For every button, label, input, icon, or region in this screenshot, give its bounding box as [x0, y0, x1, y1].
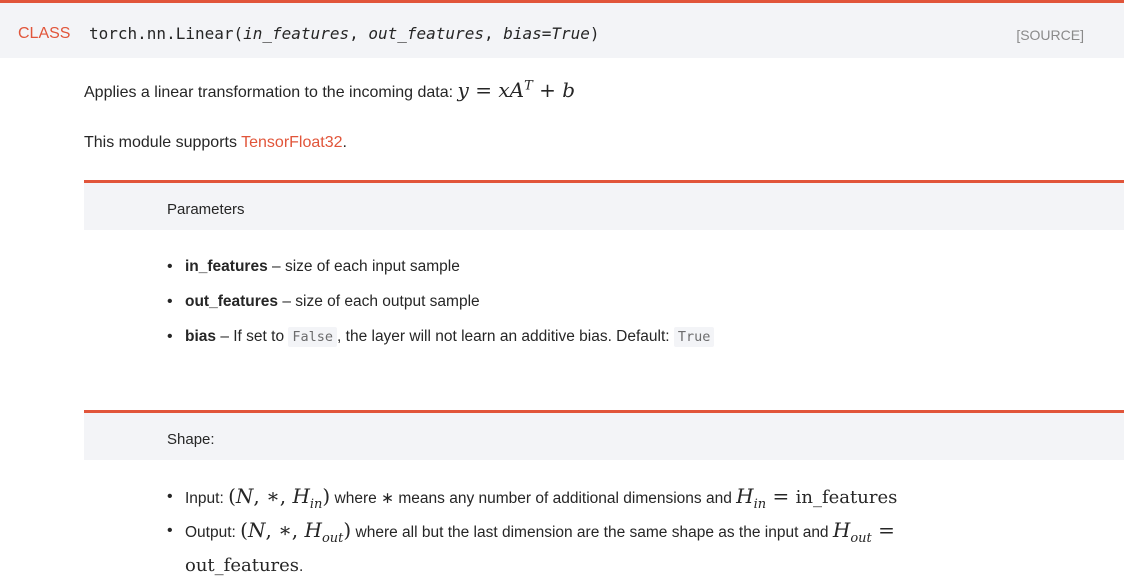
shape-list	[155, 483, 1055, 580]
output-h-math	[832, 518, 895, 546]
output-shape-math	[240, 518, 352, 546]
output-label: Output:	[185, 524, 241, 541]
description-text: Applies a linear transformation to the incoming data:	[84, 84, 458, 101]
math-comma: ,	[265, 518, 279, 542]
code-true: True	[674, 327, 715, 347]
list-item	[155, 517, 1055, 580]
param-dash: –	[278, 293, 296, 310]
list-item	[155, 483, 1055, 517]
list-item	[155, 326, 714, 361]
paren-open: (	[240, 518, 248, 542]
out-features-value: out_features	[185, 555, 300, 576]
linear-formula	[458, 78, 576, 102]
output-period: .	[299, 558, 304, 575]
source-link[interactable]: [SOURCE]	[1016, 27, 1084, 43]
formula-y: y	[457, 78, 469, 102]
param-dash: –	[267, 258, 285, 275]
module-path: torch.nn.Linear(	[89, 24, 244, 43]
param-name: in_features	[185, 258, 268, 275]
signature-separator: ,	[483, 24, 504, 43]
parameters-list	[155, 256, 714, 361]
formula-transpose: T	[524, 78, 533, 94]
output-text: where all but the last dimension are the same shape as the input and	[351, 524, 833, 541]
math-h: H	[736, 484, 754, 508]
param-bias: bias=True	[503, 24, 590, 43]
in-features-value: in_features	[795, 487, 898, 508]
description-line	[84, 78, 575, 102]
input-h-math	[736, 484, 796, 512]
formula-b: b	[562, 78, 576, 102]
note-text: This module supports	[84, 134, 242, 151]
math-sub-in: in	[753, 497, 767, 512]
math-sub-in: in	[309, 497, 323, 512]
param-dash: –	[216, 328, 234, 345]
math-eq: =	[766, 484, 796, 508]
parameters-section-header	[84, 180, 1124, 230]
math-h: H	[304, 518, 322, 542]
signature-close: )	[589, 24, 600, 43]
math-comma: ,	[279, 484, 293, 508]
math-h: H	[832, 518, 851, 542]
tensorfloat-note	[84, 134, 347, 152]
formula-x: x	[498, 78, 510, 102]
math-n: N	[235, 484, 254, 508]
param-desc: size of each input sample	[284, 258, 460, 275]
note-period: .	[342, 134, 347, 151]
input-text: where	[330, 490, 382, 507]
param-in-features: in_features	[243, 24, 350, 43]
formula-eq: =	[468, 78, 499, 102]
param-name: out_features	[185, 293, 279, 310]
math-comma: ,	[291, 518, 305, 542]
paren-open: (	[228, 484, 236, 508]
parameters-title: Parameters	[167, 201, 245, 218]
math-eq: =	[871, 518, 895, 542]
tensorfloat32-link[interactable]: TensorFloat32	[241, 134, 343, 151]
paren-close: )	[322, 484, 331, 508]
math-comma: ,	[253, 484, 267, 508]
input-label: Input:	[185, 490, 229, 507]
input-text: means any number of additional dimensions and	[394, 490, 737, 507]
formula-plus: +	[532, 78, 563, 102]
math-n: N	[247, 518, 266, 542]
param-out-features: out_features	[368, 24, 484, 43]
list-item	[155, 291, 714, 326]
param-name: bias	[185, 328, 217, 345]
formula-a: A	[509, 78, 525, 102]
param-desc: If set to	[233, 328, 289, 345]
class-keyword: CLASS	[18, 25, 71, 42]
math-h: H	[292, 484, 310, 508]
class-signature-header	[0, 0, 1124, 58]
paren-close: )	[343, 518, 352, 542]
list-item	[155, 256, 714, 291]
signature-separator: ,	[349, 24, 369, 43]
shape-section-header	[84, 410, 1124, 460]
math-star: ∗	[266, 484, 280, 508]
math-sub-out: out	[850, 531, 872, 546]
math-star: ∗	[381, 490, 395, 507]
param-desc: size of each output sample	[295, 293, 480, 310]
class-signature	[89, 24, 600, 43]
code-false: False	[288, 327, 337, 347]
shape-title: Shape:	[167, 431, 215, 448]
input-shape-math	[228, 484, 331, 512]
param-desc: , the layer will not learn an additive bias. Default:	[337, 328, 674, 345]
math-star: ∗	[278, 518, 292, 542]
math-sub-out: out	[321, 531, 344, 546]
